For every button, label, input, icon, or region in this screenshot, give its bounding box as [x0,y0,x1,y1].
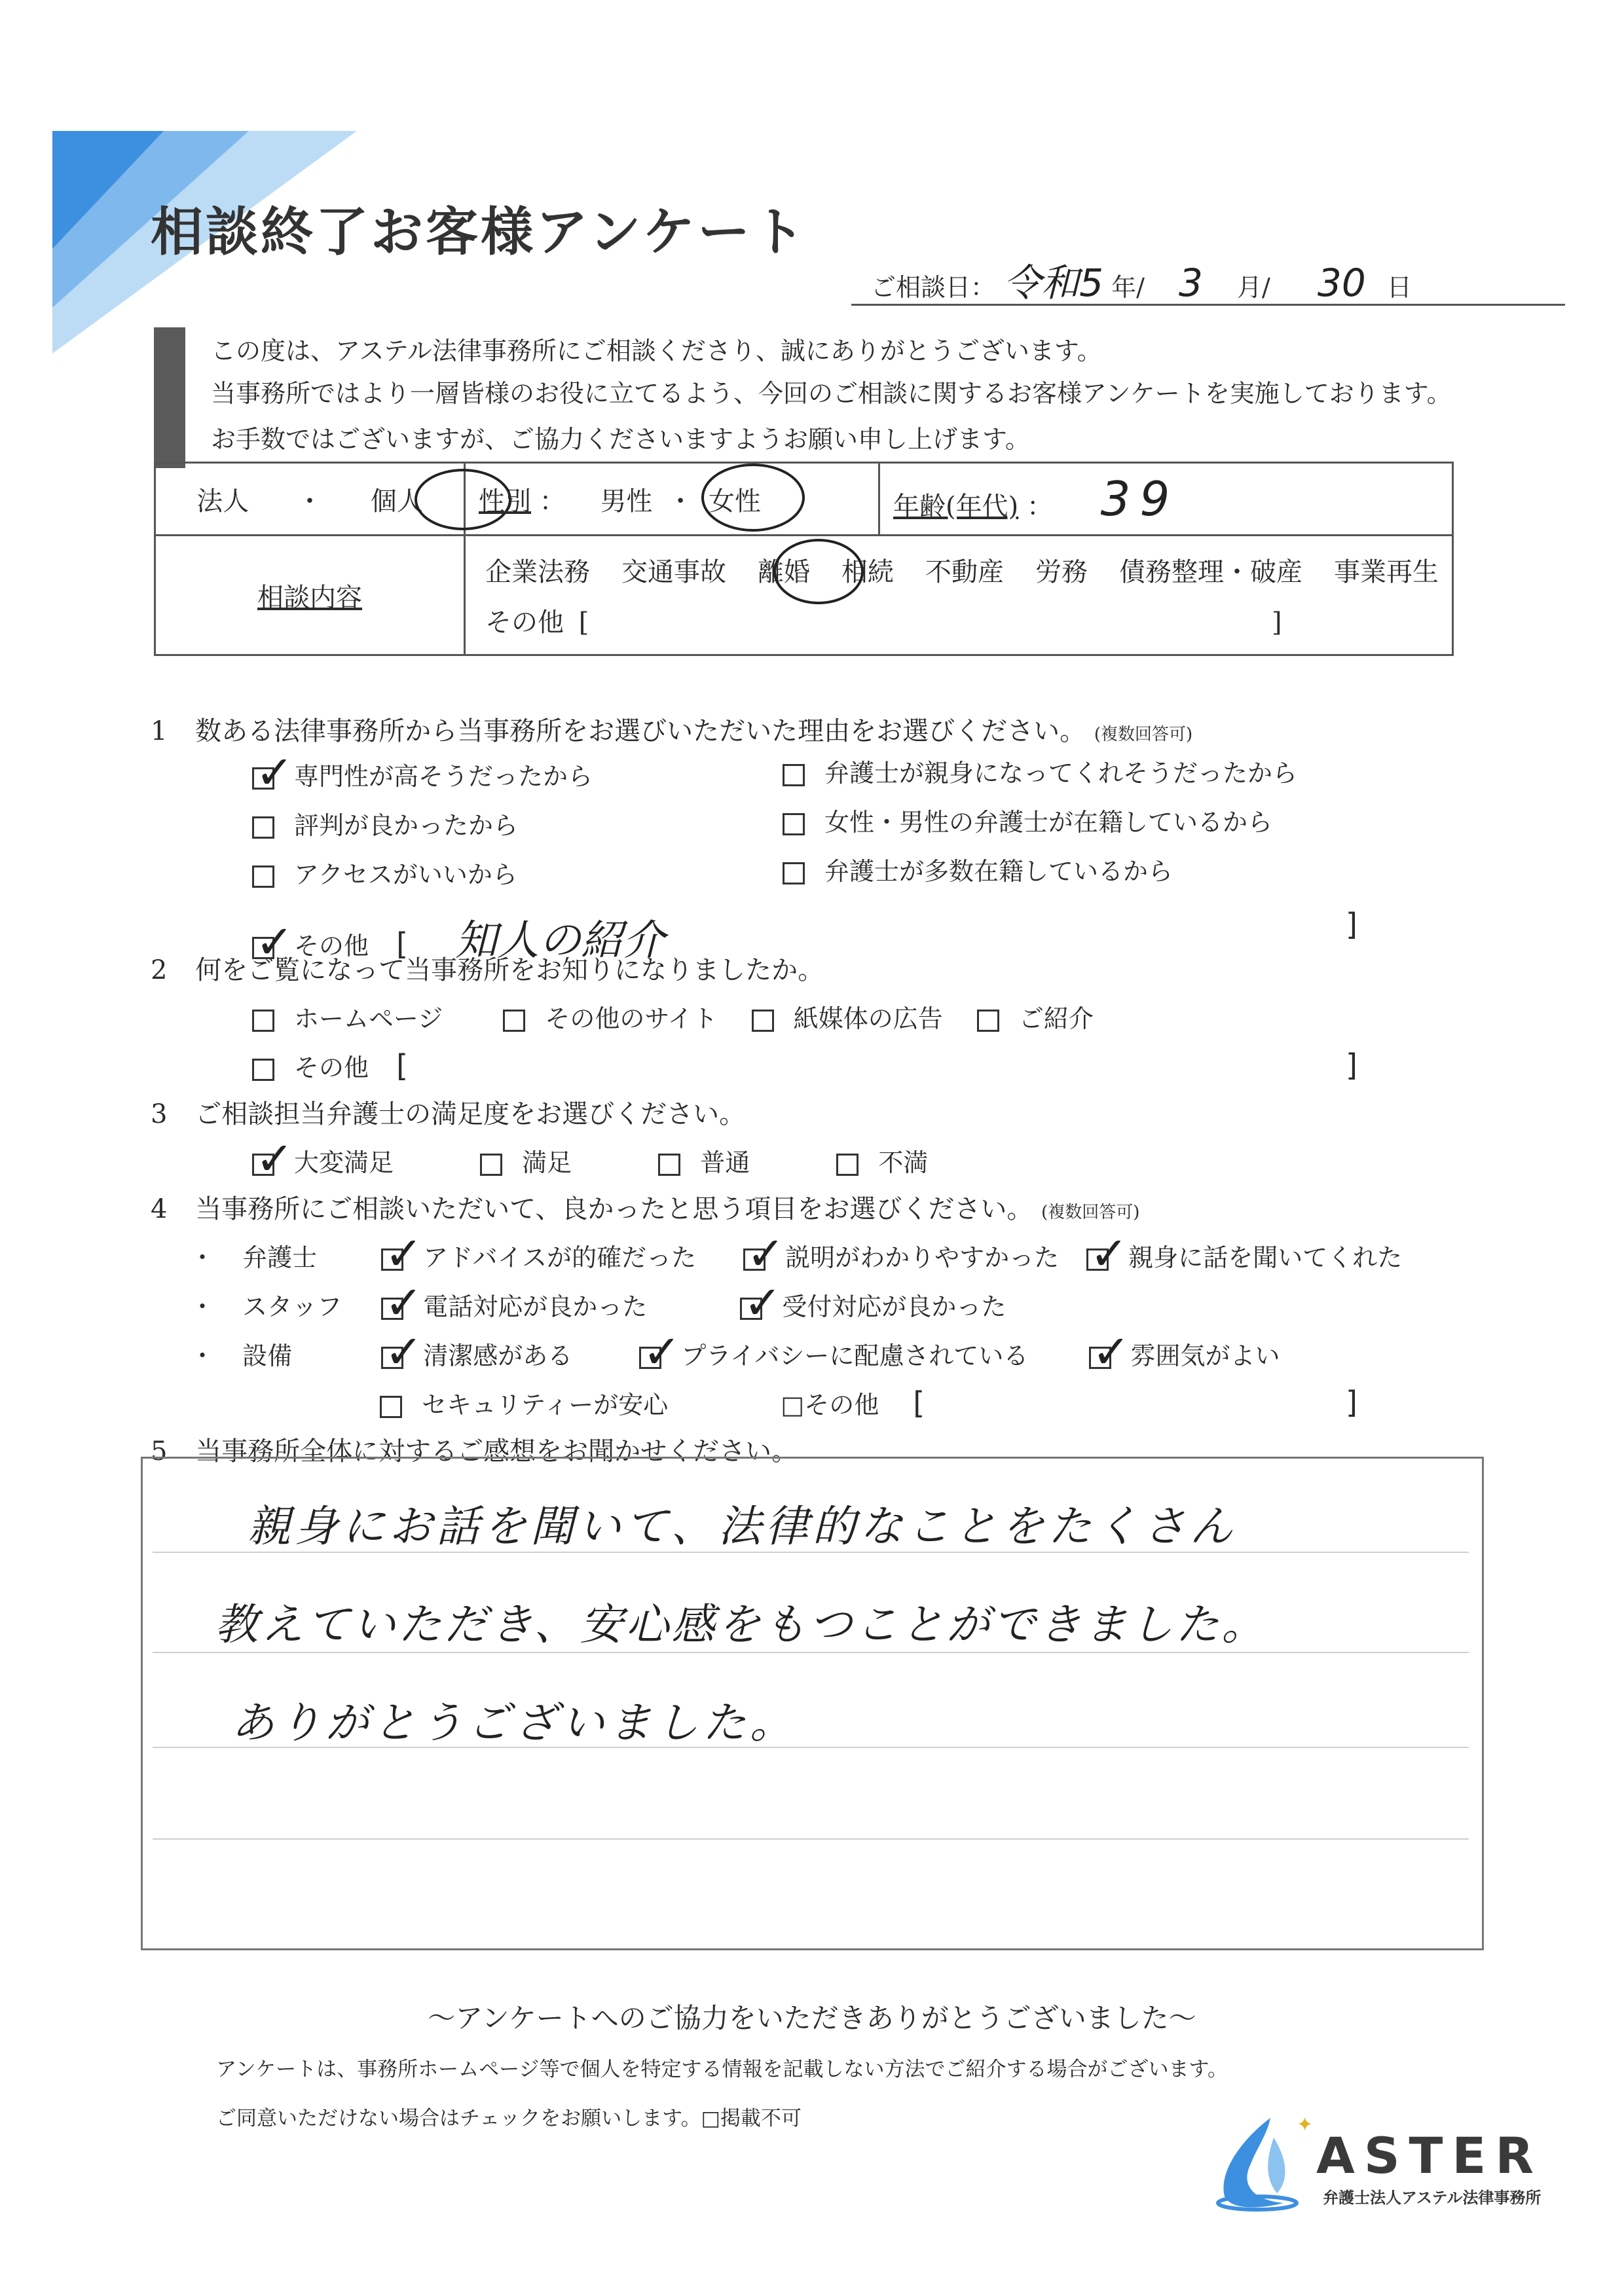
check-mark-icon: ✓ [642,1324,681,1379]
bracket-close: ] [1346,1048,1357,1083]
option-label: 弁護士が多数在籍しているから [824,857,1173,886]
q1-other-value[interactable]: 知人の紹介 [455,917,665,965]
dot-separator: ・ [297,486,323,517]
option-label: 受付対応が良かった [782,1292,1006,1321]
age-cell [879,463,1453,536]
comment-line-3: ありがとうございました。 [231,1698,797,1748]
intro-line-1: この度は、アステル法律事務所にご相談くださり、誠にありがとうございます。 [211,337,1102,365]
category-real-estate[interactable]: 不動産 [925,557,1004,587]
gender-dot: ・ [667,486,694,517]
q2-option-homepage[interactable] [252,1004,443,1033]
consent-notice[interactable]: ご同意いただけない場合はチェックをお願いします。□掲載不可 [216,2107,802,2130]
checkbox[interactable] [252,816,274,839]
check-mark-icon: ✓ [1090,1226,1128,1281]
memo-rule [153,1652,1469,1653]
option-label: 満足 [522,1148,572,1177]
checkbox[interactable] [380,1396,402,1418]
checkbox[interactable] [252,866,274,888]
checkbox[interactable] [1086,1226,1128,1281]
bracket-open: [ [913,1385,925,1421]
row-label: 弁護士 [242,1243,318,1272]
q4-row-facility [190,1324,1280,1379]
divorce-circle [773,539,864,604]
q4-item-phone[interactable] [381,1275,648,1330]
option-label: その他 [294,1053,369,1082]
date-year-suffix: 年/ [1111,273,1145,302]
option-label: 評判が良かったから [294,811,519,840]
page-title: 相談終了お客様アンケート [151,201,808,263]
q1-option-1[interactable] [252,745,593,799]
checkbox[interactable] [783,813,805,835]
category-labor[interactable]: 労務 [1035,557,1088,587]
female-option[interactable]: 女性 [708,486,761,517]
option-label: 雰囲気がよい [1130,1341,1280,1370]
memo-rule [153,1838,1469,1840]
age-label: 年齢(年代) [893,492,1019,522]
checkbox[interactable] [252,1131,294,1186]
check-mark-icon: ✓ [384,1324,423,1379]
comment-box[interactable] [141,1457,1484,1950]
option-label: その他 [294,932,369,960]
option-label: 普通 [700,1148,750,1177]
q2-number: 2 [151,955,168,985]
q1-option-3[interactable] [252,805,518,841]
bullet: ・ [190,1341,215,1370]
q1-number: 1 [151,716,168,746]
q4-item-explanation[interactable] [743,1226,1060,1281]
checkbox[interactable] [977,1010,999,1032]
q2-option-referral[interactable] [977,1004,1094,1033]
header-decoration [0,0,393,367]
logo-text: ASTER [1316,2126,1543,2185]
info-table [154,462,1454,656]
publication-notice: アンケートは、事務所ホームページ等で個人を特定する情報を記載しない方法でご紹介する場合がございます。 [216,2058,1228,2081]
gender-colon: ： [539,486,566,517]
check-mark-icon: ✓ [255,745,294,799]
option-label: プライバシーに配慮されている [681,1341,1029,1370]
q1-heading [151,710,1192,748]
age-value[interactable]: 39 [1100,471,1179,526]
check-mark-icon: ✓ [747,1226,785,1281]
category-traffic[interactable]: 交通事故 [621,557,726,587]
row-label: 設備 [242,1341,293,1370]
consult-other-label: その他 [485,608,564,638]
q3-option-satisfied[interactable] [480,1148,572,1177]
date-era: 令和5 [1003,261,1104,305]
q4-row-lawyer [190,1226,1403,1281]
category-corporate[interactable]: 企業法務 [485,557,590,587]
bracket-open: [ [396,926,409,962]
checkbox[interactable] [381,1324,423,1379]
q3-option-normal[interactable] [658,1148,750,1177]
q1-option-6[interactable] [783,851,1173,887]
svg-text:✦: ✦ [1297,2113,1314,2136]
option-label: 女性・男性の弁護士が在籍しているから [824,808,1273,837]
q2-text: 何をご覧になって当事務所をお知りになりましたか。 [195,955,824,985]
row-label: スタッフ [242,1292,342,1321]
q1-note: (複数回答可) [1094,725,1193,744]
category-divorce[interactable]: 離婚 [758,557,810,587]
date-day: 30 [1317,261,1366,305]
checkbox[interactable] [658,1154,680,1176]
consult-other-close: ] [1272,608,1282,638]
corp-option[interactable]: 法人 [196,486,249,517]
q3-options [252,1131,929,1186]
checkbox[interactable] [752,1010,774,1032]
bullet: ・ [190,1243,215,1272]
q4-item-listening[interactable] [1086,1226,1403,1281]
date-month: 3 [1179,261,1203,305]
bracket-open: [ [396,1048,409,1084]
gender-label: 性別 [479,486,531,517]
check-mark-icon: ✓ [255,915,294,969]
q1-option-2[interactable] [783,753,1297,789]
intro-line-3: お手数ではございますが、ご協力くださいますようお願い申し上げます。 [211,425,1030,454]
option-label: 説明がわかりやすかった [785,1243,1060,1272]
age-colon: ： [1026,492,1053,522]
checkbox[interactable] [743,1226,785,1281]
check-mark-icon: ✓ [384,1226,423,1281]
q4-item-atmosphere[interactable] [1089,1324,1280,1379]
q4-item-reception[interactable] [740,1275,1006,1330]
q4-item-advice[interactable] [381,1226,697,1281]
q1-option-5[interactable] [252,854,517,890]
option-label: セキュリティーが安心 [422,1391,669,1419]
q4-text: 当事務所にご相談いただいて、良かったと思う項目をお選びください。 [195,1194,1033,1224]
checkbox[interactable] [381,1275,423,1330]
date-month-suffix: 月/ [1237,273,1270,302]
option-label: 電話対応が良かった [423,1292,648,1321]
q3-option-unsatisfied[interactable] [836,1148,928,1177]
q4-heading [151,1188,1139,1226]
check-mark-icon: ✓ [1092,1324,1131,1379]
q1-text: 数ある法律事務所から当事務所をお選びいただいた理由をお選びください。 [195,716,1086,746]
q3-heading [151,1093,745,1131]
q4-item-privacy[interactable] [639,1324,1029,1379]
q5-text: 当事務所全体に対するご感想をお聞かせください。 [195,1436,798,1467]
category-business[interactable]: 事業再生 [1334,557,1439,587]
date-label: ご相談日： [871,273,996,302]
checkbox[interactable] [252,1059,274,1081]
consultation-date [871,252,1412,307]
comment-line-1: 親身にお話を聞いて、法律的なことをたくさん [248,1501,1237,1552]
q2-option-other-site[interactable] [503,1004,717,1033]
check-mark-icon: ✓ [255,1131,294,1186]
checkbox[interactable] [381,1226,423,1281]
q4-note: (複数回答可) [1041,1203,1140,1222]
q4-number: 4 [151,1194,168,1224]
option-label: 弁護士が親身になってくれそうだったから [824,759,1298,788]
category-debt[interactable]: 債務整理・破産 [1119,557,1302,587]
option-label: アドバイスが的確だった [423,1243,697,1272]
check-mark-icon: ✓ [743,1275,782,1330]
male-option[interactable]: 男性 [600,486,653,517]
option-label: 清潔感がある [423,1341,573,1370]
bullet: ・ [190,1292,215,1321]
category-list [485,551,1439,589]
aster-logo-icon [1205,2111,1323,2216]
checkbox[interactable] [783,764,805,786]
checkbox[interactable] [740,1275,782,1330]
option-label: その他のサイト [545,1004,718,1033]
bracket-close: ] [1346,907,1357,942]
option-label: 不満 [878,1148,929,1177]
checkbox[interactable] [836,1154,858,1176]
date-day-suffix: 日 [1386,273,1412,302]
checkbox[interactable] [1089,1324,1131,1379]
option-label: 親身に話を聞いてくれた [1128,1243,1403,1272]
client-type-cell [155,463,465,536]
checkbox[interactable] [252,745,294,799]
q3-number: 3 [151,1099,168,1129]
q2-option-other[interactable] [252,1048,1365,1084]
q2-options [252,998,1094,1034]
q4-row-staff [190,1275,1006,1330]
q2-option-print-ad[interactable] [752,1004,943,1033]
q2-heading [151,949,824,987]
comment-line-2: 教えていただき、安心感をもつことができました。 [215,1599,1268,1650]
intro-line-2: 当事務所ではより一層皆様のお役に立てるよう、今回のご相談に関するお客様アンケートを実施しております。 [211,379,1452,408]
option-label: 紙媒体の広告 [793,1004,943,1033]
q4-item-other[interactable]: □その他 [781,1391,879,1419]
q4-item-clean[interactable] [381,1324,573,1379]
gender-cell [465,463,879,536]
logo-subtitle: 弁護士法人アステル法律事務所 [1323,2189,1541,2207]
option-label: アクセスがいいから [294,860,517,889]
consult-other-open: [ [578,608,589,638]
intro-bar [154,327,185,468]
consult-content-cell [465,536,1453,655]
q1-option-4[interactable] [783,802,1272,838]
option-label: ホームページ [294,1004,443,1033]
checkbox[interactable] [503,1010,525,1032]
consult-other-row [485,602,1439,639]
consult-label-cell [155,536,465,655]
q3-option-very-satisfied[interactable] [252,1131,394,1186]
option-label: 専門性が高そうだったから [294,762,593,791]
checkbox[interactable] [783,862,805,884]
individual-option[interactable]: 個人 [370,486,423,517]
checkbox[interactable] [252,1010,274,1032]
checkbox[interactable] [480,1154,502,1176]
female-circle [701,464,805,532]
q4-row-extra [380,1385,1362,1421]
thanks-message: 〜アンケートへのご協力をいただきありがとうございました〜 [428,2002,1196,2034]
option-label: 大変満足 [294,1148,394,1177]
consult-label: 相談内容 [257,582,362,613]
category-inheritance[interactable]: 相続 [841,557,894,587]
bracket-close: ] [1346,1385,1357,1420]
checkbox[interactable] [639,1324,681,1379]
q5-number: 5 [151,1436,168,1467]
option-label: ご紹介 [1018,1004,1094,1033]
q4-item-security[interactable] [380,1391,668,1419]
check-mark-icon: ✓ [384,1275,423,1330]
q3-text: ご相談担当弁護士の満足度をお選びください。 [195,1099,746,1129]
